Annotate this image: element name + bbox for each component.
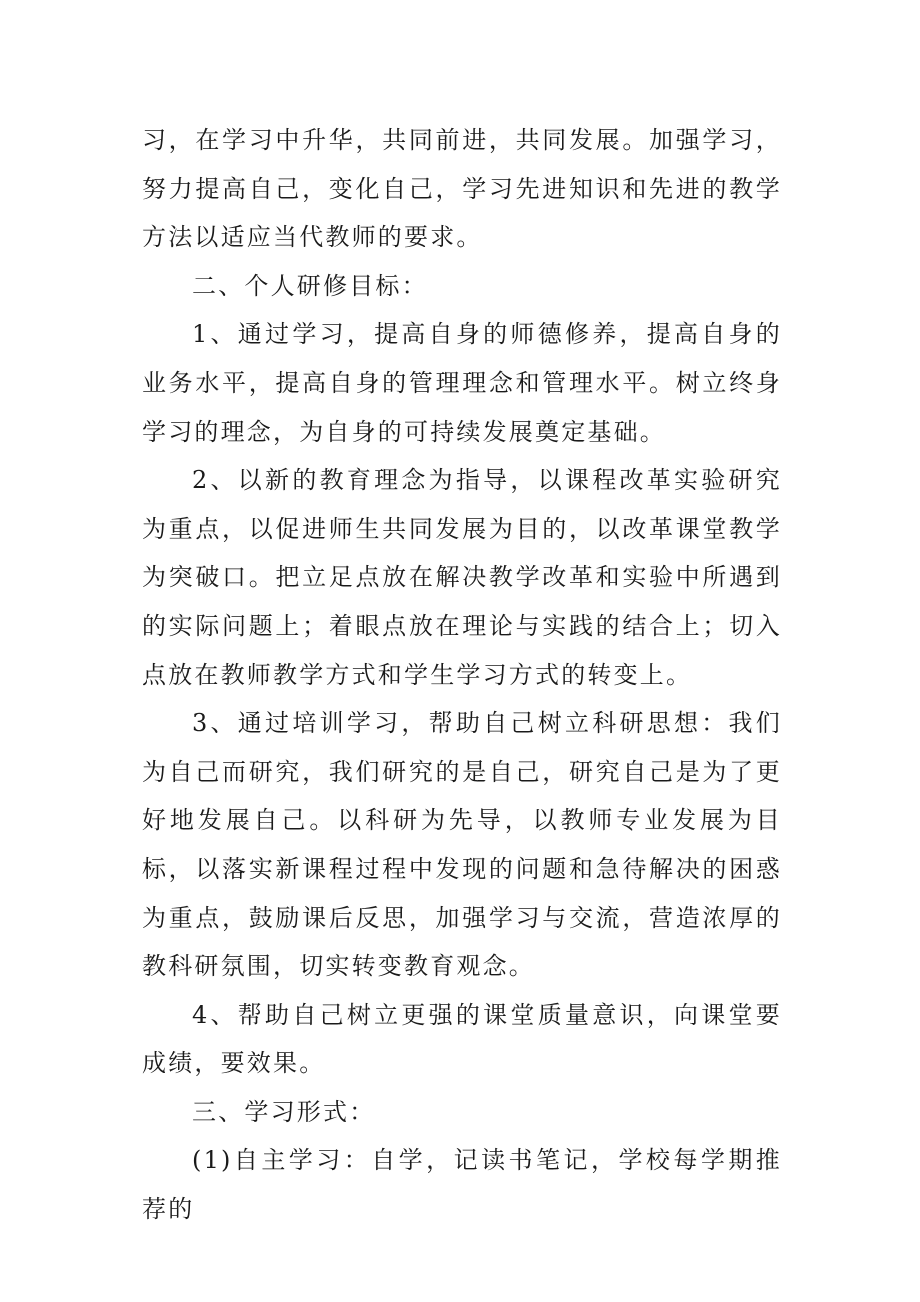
section-heading-goals: 二、个人研修目标： — [192, 271, 428, 300]
section-heading-forms: 三、学习形式： — [192, 1097, 376, 1126]
document-body — [142, 116, 782, 1234]
paragraph-continued: 习，在学习中升华，共同前进，共同发展。加强学习，努力提高自己，变化自己，学习先进知识和先进的教学方法以适应当代教师的要求。 — [142, 126, 782, 252]
paragraph-goal-1: 1、通过学习，提高自身的师德修养，提高自身的业务水平，提高自身的管理理念和管理水平。树立终身学习的理念，为自身的可持续发展奠定基础。 — [142, 320, 782, 446]
paragraph-form-1: (1)自主学习：自学，记读书笔记，学校每学期推荐的 — [142, 1146, 782, 1224]
paragraph-goal-2: 2、以新的教育理念为指导，以课程改革实验研究为重点，以促进师生共同发展为目的，以改革课堂教学为突破口。把立足点放在解决教学改革和实验中所遇到的实际问题上；着眼点放在理论与实践的结合上；切入点放在教师教学方式和学生学习方式的转变上。 — [142, 466, 782, 689]
paragraph-goal-4: 4、帮助自己树立更强的课堂质量意识，向课堂要成绩，要效果。 — [142, 1000, 782, 1078]
paragraph-goal-3: 3、通过培训学习，帮助自己树立科研思想：我们为自己而研究，我们研究的是自己，研究自己是为了更好地发展自己。以科研为先导，以教师专业发展为目标，以落实新课程过程中发现的问题和急待解决的困惑为重点，鼓励课后反思，加强学习与交流，营造浓厚的教科研氛围，切实转变教育观念。 — [142, 709, 782, 981]
